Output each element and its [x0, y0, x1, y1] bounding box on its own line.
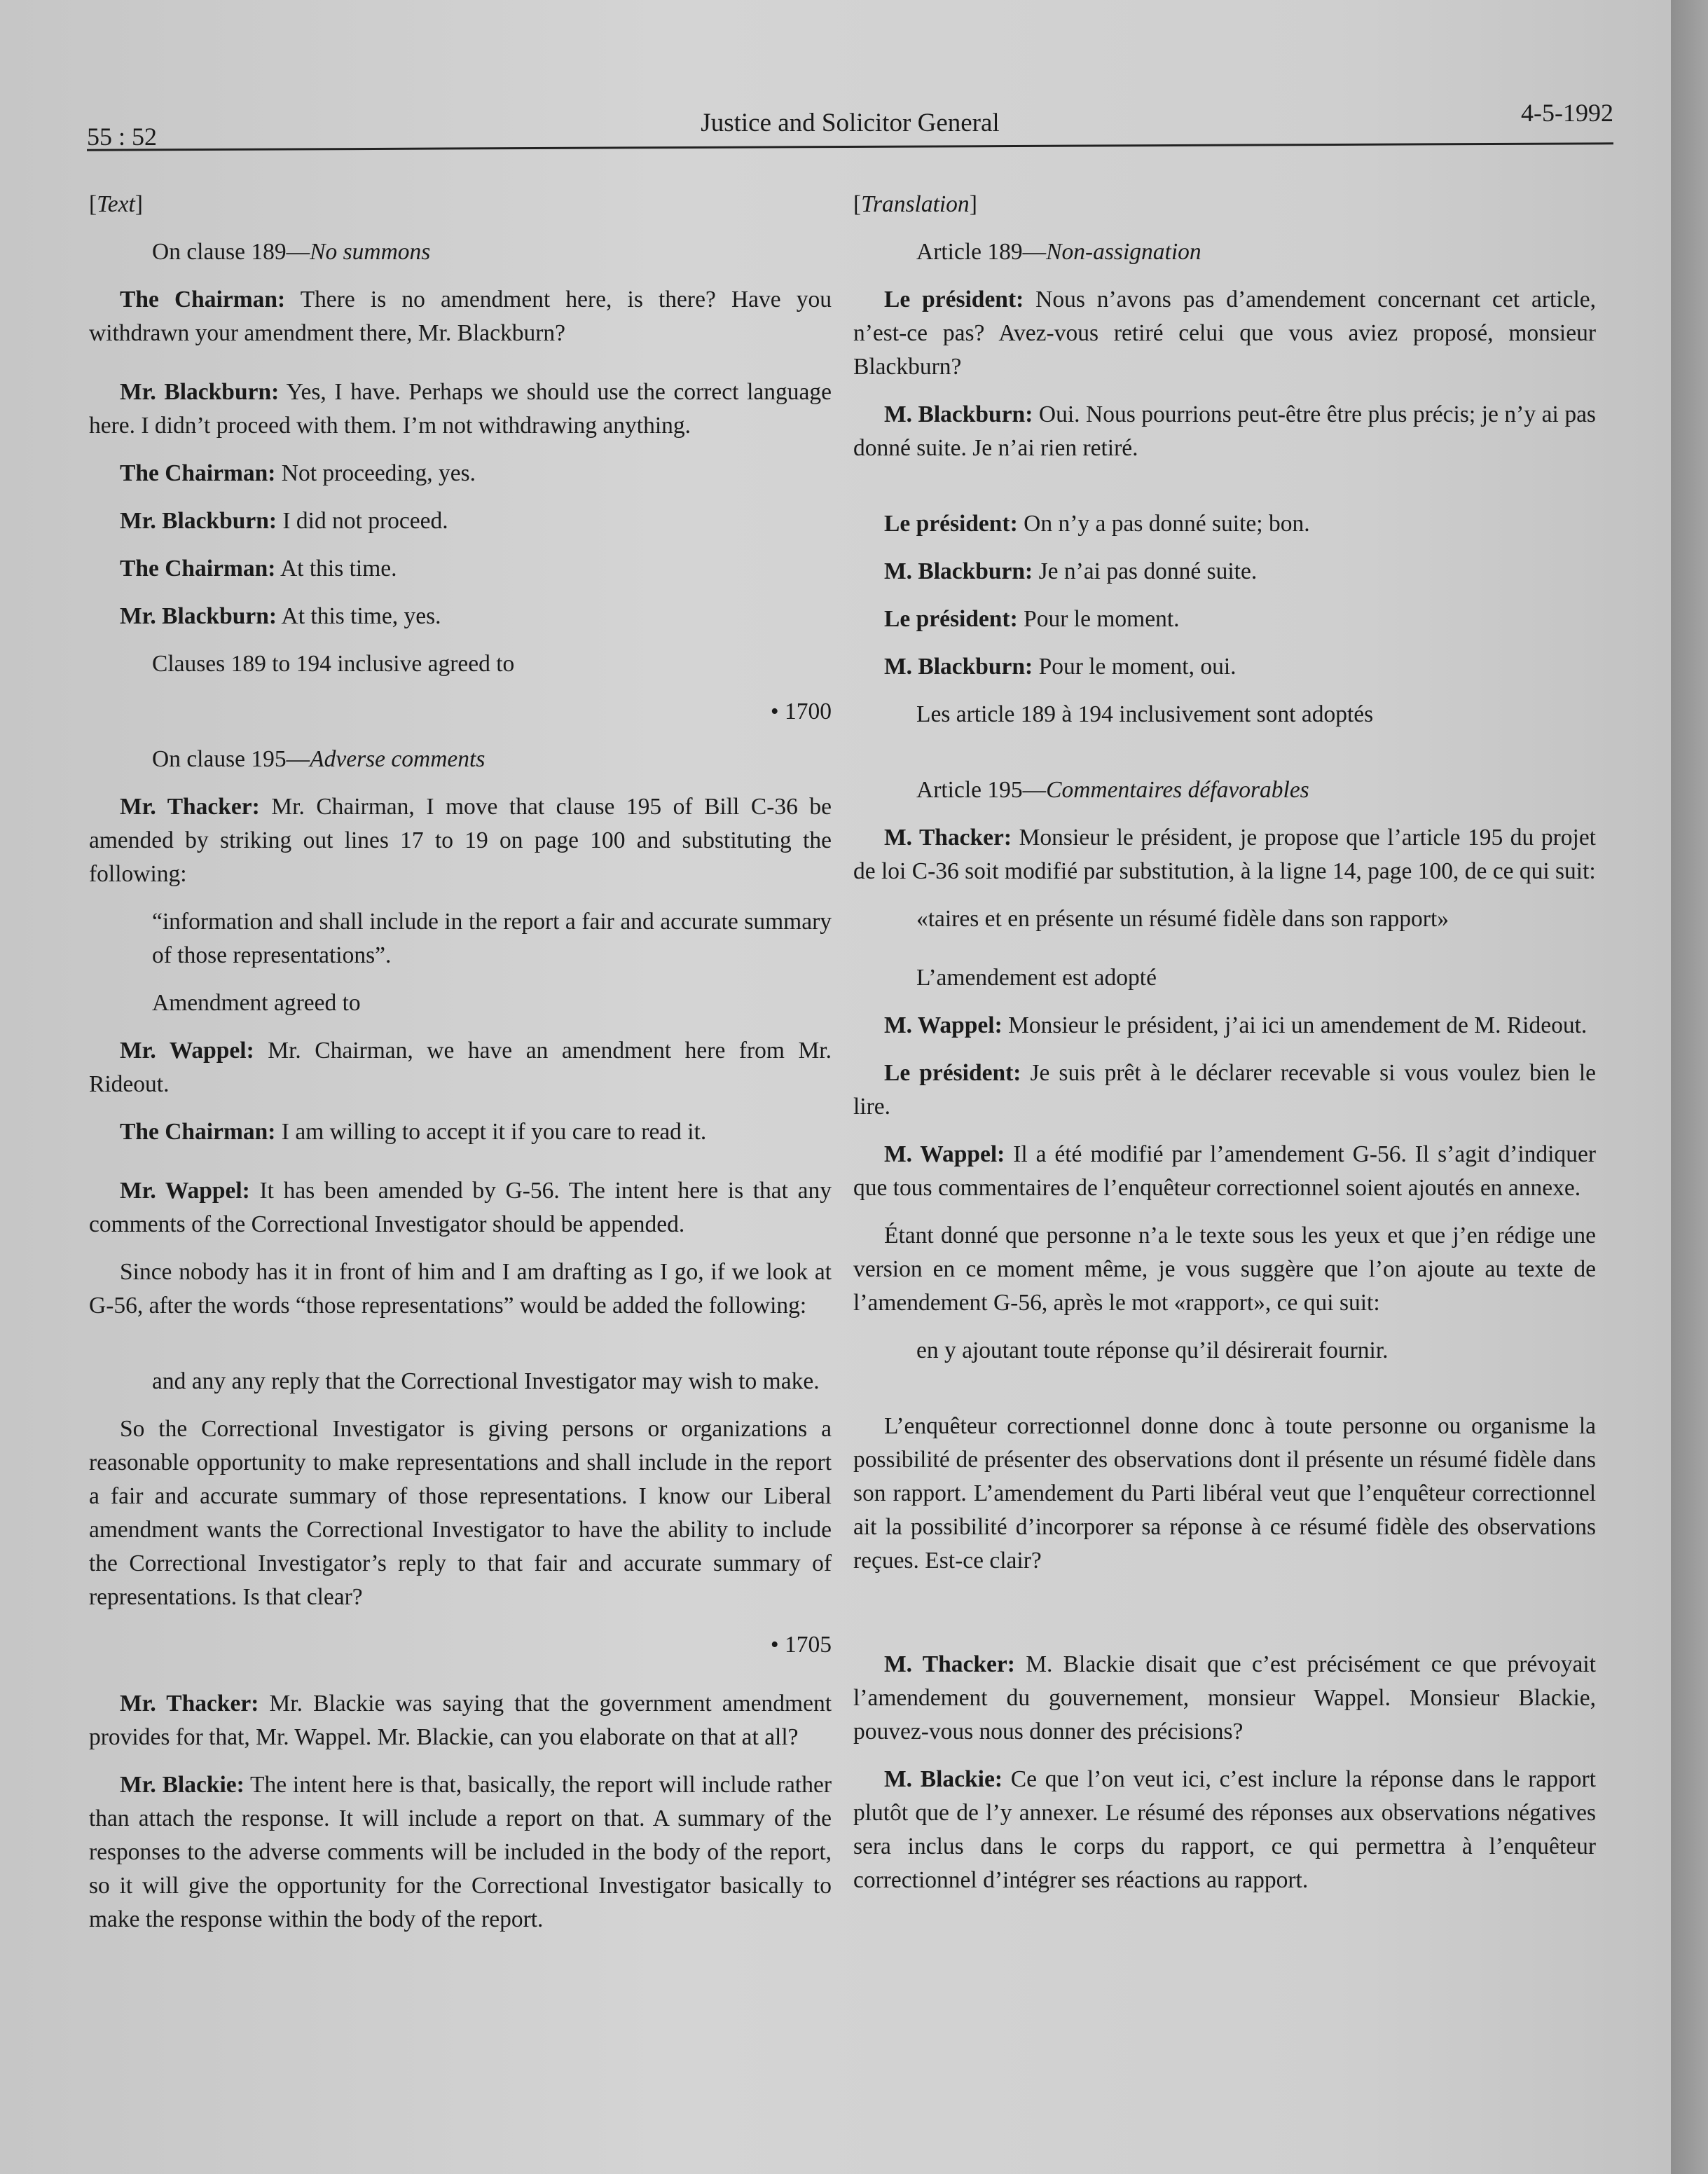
committee-title: Justice and Solicitor General	[701, 109, 1000, 137]
speech: M. Wappel: Monsieur le président, j’ai ici un amendement de M. Rideout.	[884, 1012, 1588, 1038]
speech: M. Blackie: Ce que l’on veut ici, c’est inclure la réponse dans le rapport plutôt que de l’y annexer. Le résumé des réponses aux observations négatives sera inclus dans le corps du rapport, ce qui permettra à l’enquêteur correctionnel d’intégrer ses réactions au rapport.	[853, 1766, 1596, 1893]
speech: The Chairman: Not proceeding, yes.	[120, 460, 476, 486]
speech: M. Blackburn: Pour le moment, oui.	[884, 654, 1237, 680]
motion-result: Amendment agreed to	[152, 990, 361, 1016]
speech: M. Thacker: M. Blackie disait que c’est précisément ce que prévoyait l’amendement du gouvernement, monsieur Wappel. Monsieur Blackie, pouvez-vous nous donner des précisions?	[853, 1651, 1596, 1745]
speech: Le président: On n’y a pas donné suite; bon.	[884, 511, 1310, 537]
motion-result: Les article 189 à 194 inclusivement sont adoptés	[916, 701, 1374, 727]
speech: The Chairman: I am willing to accept it if you care to read it.	[120, 1119, 707, 1145]
page-edge	[1671, 0, 1708, 2174]
page-number: 55 : 52	[87, 123, 158, 151]
speech: Mr. Blackburn: At this time, yes.	[120, 603, 441, 629]
speech: Mr. Wappel: It has been amended by G-56. The intent here is that any comments of the Correctional Investigator should be appended.	[89, 1178, 832, 1237]
speech: M. Blackburn: Oui. Nous pourrions peut-être être plus précis; je n’y ai pas donné suite. Je n’ai rien retiré.	[853, 401, 1596, 461]
speech: M. Thacker: Monsieur le président, je propose que l’article 195 du projet de loi C-36 soit modifié par substitution, à la ligne 14, page 100, de ce qui suit:	[853, 825, 1596, 884]
speech: Le président: Je suis prêt à le déclarer recevable si vous voulez bien le lire.	[853, 1060, 1596, 1120]
quoted-text: en y ajoutant toute réponse qu’il désirerait fournir.	[916, 1337, 1389, 1363]
quoted-text: «taires et en présente un résumé fidèle dans son rapport»	[916, 906, 1449, 932]
timestamp: • 1700	[770, 699, 832, 724]
paragraph: So the Correctional Investigator is giving persons or organizations a reasonable opportunity to make representations and shall include in the report a fair and accurate summary of those representations. I know our Liberal amendment wants the Correctional Investigator to have the ability to include the Correctional Investigator’s reply to that fair and accurate summary of representations. Is that clear?	[89, 1416, 832, 1610]
speech: Mr. Blackburn: I did not proceed.	[120, 508, 448, 534]
speech: Le président: Nous n’avons pas d’amendement concernant cet article, n’est-ce pas? Avez-vous retiré celui que vous aviez proposé, monsieur Blackburn?	[853, 287, 1597, 380]
timestamp: • 1705	[770, 1632, 832, 1658]
clause-heading: Article 195—Commentaires défavorables	[916, 777, 1309, 803]
english-column	[89, 188, 832, 1936]
speech: The Chairman: At this time.	[120, 556, 397, 582]
quoted-text: “information and shall include in the report a fair and accurate summary of those representations”.	[152, 909, 832, 968]
motion-result: Clauses 189 to 194 inclusive agreed to	[152, 651, 515, 677]
column-tag: [Translation]	[853, 191, 977, 217]
french-column	[853, 188, 1596, 1897]
speech: Mr. Thacker: Mr. Chairman, I move that clause 195 of Bill C-36 be amended by striking out lines 17 to 19 on page 100 and substituting the following:	[89, 794, 832, 887]
speech: Mr. Wappel: Mr. Chairman, we have an amendment here from Mr. Rideout.	[89, 1038, 832, 1097]
clause-heading: Article 189—Non-assignation	[916, 239, 1201, 265]
clause-heading: On clause 189—No summons	[152, 239, 431, 265]
paragraph: Étant donné que personne n’a le texte sous les yeux et que j’en rédige une version en ce moment même, je vous suggère que l’on ajoute au texte de l’amendement G-56, après le mot «rapport», ce qui suit:	[853, 1223, 1596, 1316]
quoted-text: and any any reply that the Correctional Investigator may wish to make.	[152, 1368, 820, 1394]
speech: Mr. Blackie: The intent here is that, basically, the report will include rather than attach the response. It will include a report on that. A summary of the responses to the adverse comments will be included in the body of the report, so it will give the opportunity for the Correctional Investigator basically to make the response within the body of the report.	[89, 1772, 832, 1932]
paragraph: Since nobody has it in front of him and I am drafting as I go, if we look at G-56, after the words “those representations” would be added the following:	[89, 1259, 832, 1319]
speech: Mr. Thacker: Mr. Blackie was saying that the government amendment provides for that, Mr. Wappel. Mr. Blackie, can you elaborate on that at all?	[89, 1691, 832, 1750]
speech: Mr. Blackburn: Yes, I have. Perhaps we should use the correct language here. I didn’t proceed with them. I’m not withdrawing anything.	[89, 379, 832, 439]
clause-heading: On clause 195—Adverse comments	[152, 746, 485, 772]
paragraph: L’enquêteur correctionnel donne donc à toute personne ou organisme la possibilité de présenter des observations dont il présente un résumé fidèle dans son rapport. L’amendement du Parti libéral veut que l’enquêteur correctionnel ait la possibilité d’incorporer sa réponse à ce résumé fidèle des observations reçues. Est-ce clair?	[853, 1413, 1596, 1574]
speech: M. Blackburn: Je n’ai pas donné suite.	[884, 558, 1258, 584]
meeting-date: 4-5-1992	[1521, 99, 1613, 127]
column-tag: [Text]	[89, 191, 143, 217]
speech: The Chairman: There is no amendment here, is there? Have you withdrawn your amendment there, Mr. Blackburn?	[89, 287, 832, 346]
motion-result: L’amendement est adopté	[916, 965, 1157, 991]
speech: Le président: Pour le moment.	[884, 606, 1180, 632]
speech: M. Wappel: Il a été modifié par l’amendement G-56. Il s’agit d’indiquer que tous commentaires de l’enquêteur correctionnel soient ajoutés en annexe.	[853, 1141, 1597, 1201]
